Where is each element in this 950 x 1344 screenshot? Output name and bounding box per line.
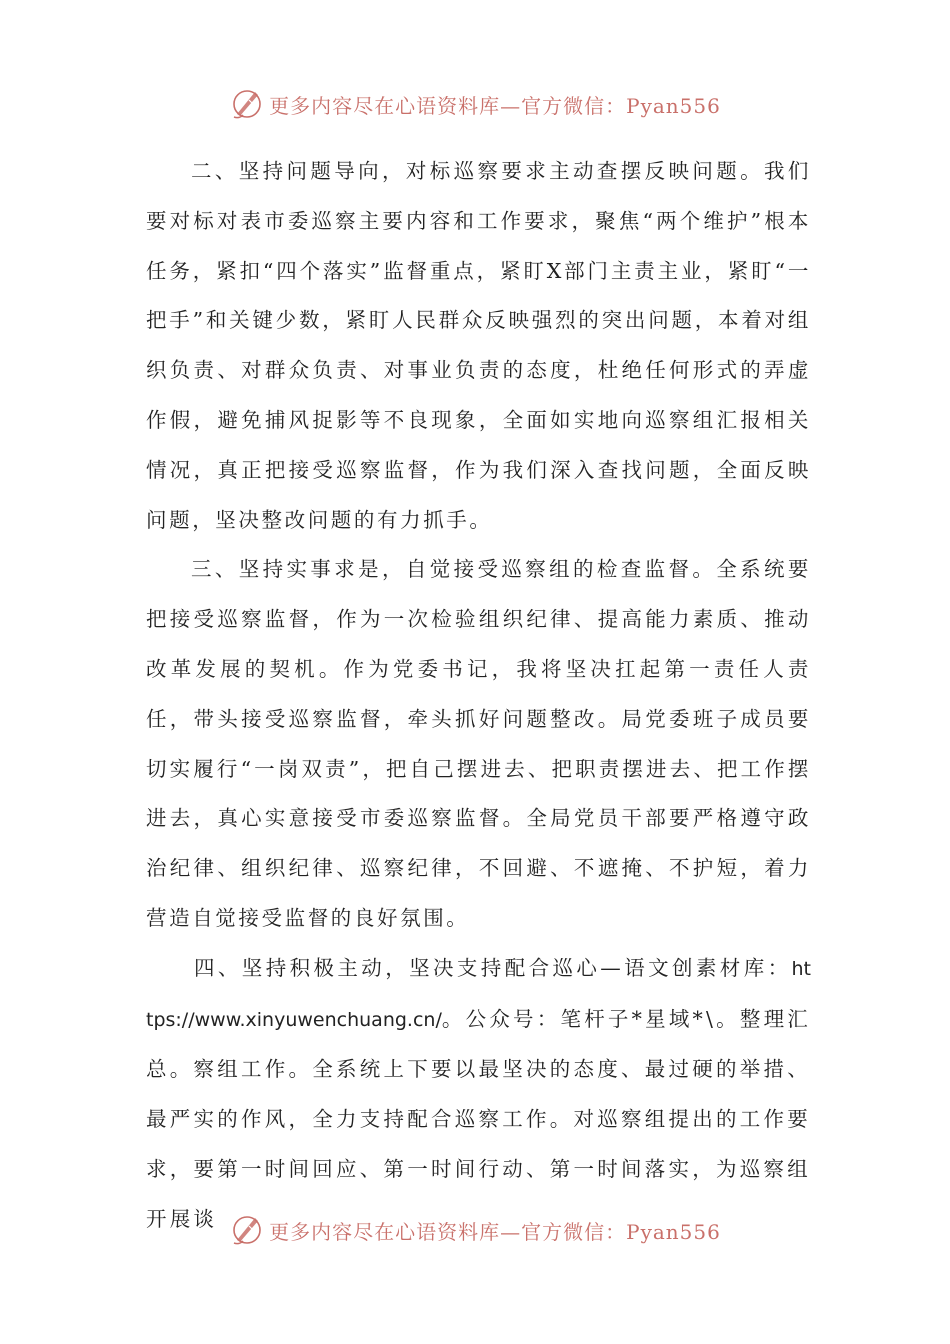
- header-watermark-text: 更多内容尽在心语资料库—官方微信：Pyan556: [269, 93, 721, 118]
- document-body: [146, 147, 811, 1245]
- paragraph-4: [146, 944, 811, 1245]
- footer-watermark: [0, 1210, 950, 1250]
- paragraph-2: 二、坚持问题导向，对标巡察要求主动查摆反映问题。我们要对标对表市委巡察主要内容和工作要求，聚焦“两个维护”根本任务，紧扣“四个落实”监督重点，紧盯X部门主责主业，紧盯“一把手”和关键少数，紧盯人民群众反映强烈的突出问题，本着对组织负责、对群众负责、对事业负责的态度，杜绝任何形式的弄虚作假，避免捕风捉影等不良现象，全面如实地向巡察组汇报相关情况，真正把接受巡察监督，作为我们深入查找问题，全面反映问题，坚决整改问题的有力抓手。: [146, 159, 811, 532]
- paragraph-4-intro: 四、坚持积极主动，坚决支持配合巡心—语文创素材库：: [194, 955, 792, 980]
- footer-watermark-text: 更多内容尽在心语资料库—官方微信：Pyan556: [269, 1219, 721, 1244]
- header-watermark: [0, 84, 950, 124]
- quill-pen-logo-icon: [229, 86, 265, 122]
- quill-pen-logo-icon: [229, 1212, 265, 1248]
- paragraph-4-rest: 。公众号：笔杆子*星域*\。整理汇总。察组工作。全系统上下要以最坚决的态度、最过硬的举措、最严实的作风，全力支持配合巡察工作。对巡察组提出的工作要求，要第一时间回应、第一时间行动、第一时间落实，为巡察组开展谈: [146, 1006, 811, 1231]
- source-url-link[interactable]: https://www.xinyuwenchuang.cn/: [146, 957, 811, 1031]
- paragraph-3: 三、坚持实事求是，自觉接受巡察组的检查监督。全系统要把接受巡察监督，作为一次检验组织纪律、提高能力素质、推动改革发展的契机。作为党委书记，我将坚决扛起第一责任人责任，带头接受巡察监督，牵头抓好问题整改。局党委班子成员要切实履行“一岗双责”，把自己摆进去、把职责摆进去、把工作摆进去，真心实意接受市委巡察监督。全局党员干部要严格遵守政治纪律、组织纪律、巡察纪律，不回避、不遮掩、不护短，着力营造自觉接受监督的良好氛围。: [146, 557, 811, 930]
